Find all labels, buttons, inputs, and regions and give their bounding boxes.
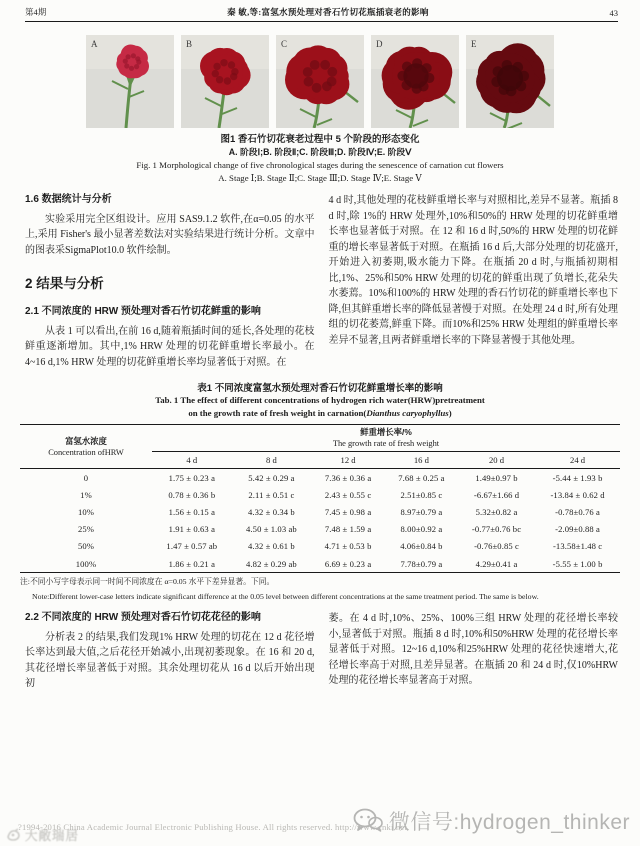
table1-value-cell: 7.48 ± 1.59 a [324,524,372,535]
table1-block [20,380,620,602]
table1-concentration-cell: 0 [83,472,89,483]
section-2-heading: 2 结果与分析 [25,276,104,291]
table1-note-cn: 注:不同小写字母表示同一时间不同浓度在 α=0.05 水平下差异显著。下同。 [20,577,275,587]
table1-col-header-24d: 24 d [535,452,620,469]
table1-value-cell: 1.91 ± 0.63 a [168,524,215,535]
left-column-bottom [25,611,315,692]
table1-title-cn: 表1 不同浓度富氢水预处理对香石竹切花鲜重增长率的影响 [197,383,443,394]
table1-value-cell: -5.55 ± 1.00 b [552,558,603,569]
table1-value-cell: 1.86 ± 0.21 a [168,558,215,569]
table1-value-cell: 7.78±0.79 a [400,558,443,569]
table1-col-header-12d: 12 d [311,452,385,469]
table1-value-cell: 4.29±0.41 a [475,558,518,569]
section-2-2-heading: 2.2 不同浓度的 HRW 预处理对香石竹切花花径的影响 [25,612,261,624]
right-column-bottom [329,611,619,692]
wechat-icon [353,808,383,834]
table1-value-cell: 5.32±0.82 a [475,506,518,517]
svg-text:C: C [281,39,288,49]
corner-watermark-text: 大敞瑞居 [25,829,80,843]
table1-value-cell: 4.32 ± 0.61 b [247,541,295,552]
carnation-image-B [181,35,269,128]
carnation-image-D [371,35,459,128]
left-column-top [25,193,315,370]
figure1-caption-en: Fig. 1 Morphological change of five chronological stages during the senescence of carnation cut flowers [136,160,504,170]
table1-title-en-line2 [20,407,620,420]
carnation-image-E [466,35,554,128]
table1-title-en-pre: on the growth rate of fresh weight in carnation( [188,407,367,418]
table1-value-cell: 4.82 ± 0.29 ab [246,558,297,569]
figure1-caption-cn: 图1 香石竹切花衰老过程中 5 个阶段的形态变化 [220,134,420,145]
table1-title-en-line1: Tab. 1 The effect of different concentrations of hydrogen rich water(HRW)pretreatment [155,395,485,405]
table1-value-cell: 5.42 ± 0.29 a [248,472,295,483]
corner-watermark-logo-icon [6,827,22,843]
table1-value-cell: -6.67±1.66 d [473,489,520,500]
table1-col-header-4d: 4 d [152,452,232,469]
table1-value-cell: 7.68 ± 0.25 a [398,472,445,483]
table1-species-name: Dianthus caryophyllus [366,407,449,418]
table1-group-header-en: The growth rate of fresh weight [332,439,440,448]
table1-value-cell: 8.00±0.92 a [400,524,443,535]
table1-col-header-8d: 8 d [232,452,312,469]
table1-value-cell: 4.71 ± 0.53 b [324,541,372,552]
results-columns-top [25,193,618,370]
table1-title-en-post: ) [448,407,452,418]
svg-text:E: E [471,39,477,49]
table1 [20,424,620,573]
header-running-title: 秦 敏,等:富氢水预处理对香石竹切花瓶插衰老的影响 [227,7,429,17]
table1-value-cell: 8.97±0.79 a [400,506,443,517]
figure1-caption-en-stages: A. Stage Ⅰ;B. Stage Ⅱ;C. Stage Ⅲ;D. Stage Ⅳ;E. Stage Ⅴ [218,173,422,183]
table1-concentration-cell: 10% [77,506,95,517]
table1-value-cell: 1.47 ± 0.57 ab [166,541,218,552]
table1-col-header-16d: 16 d [385,452,458,469]
svg-text:D: D [376,39,383,49]
page-header [25,6,618,22]
cnki-copyright-line: ?1994-2016 China Academic Journal Electronic Publishing House. All rights reserved. http://www.cnki.net [18,822,408,832]
table1-group-header [152,425,620,452]
svg-text:A: A [91,39,98,49]
wechat-account-label: 微信号:hydrogen_thinker [388,811,630,834]
figure1-caption-cn-stages: A. 阶段Ⅰ;B. 阶段Ⅱ;C. 阶段Ⅲ;D. 阶段Ⅳ;E. 阶段Ⅴ [228,147,412,157]
table1-value-cell: 7.36 ± 0.36 a [324,472,372,483]
figure1-photo-stage-E [466,35,554,128]
section-2-1-paragraph-right: 4 d 时,其他处理的花枝鲜重增长率与对照相比,差异不显著。瓶插 8 d 时,除 1%的 HRW 处理外,10%和50%的 HRW 处理的切花鲜重增长率也显著低于对照。在 12 和 16 d 时,50%的 HRW 处理的切花鲜重的增长率显著低于对照。在瓶插 16 d 后,大部分处理的切花盛开,开始进入初萎期,吸水能力下降。在瓶插 20 d 时,与瓶插初期相比,1%、25%和50% HRW 处理的切花的鲜重出现了负增长,花朵失水萎蔫。10%和100%的 HRW 处理的香石竹切花的鲜重增长率也下降,但其鲜重增长率的降低显著慢于对照。在处理 24 d 时,所有处理组的切花萎蔫,鲜重下降。而10%和25% HRW 处理组的鲜重增长率差异不显著,且两者鲜重增长率的下降显著慢于其他处理。 [328,195,618,346]
table1-row-100pct [20,555,620,573]
right-column-top [329,193,619,370]
table1-concentration-cell: 100% [75,558,97,569]
table1-note-en: Note:Different lower-case letters indicate significant difference at the 0.05 level between different concentrations at the same treatment period. The same is below. [32,591,539,601]
section-1-6-heading: 1.6 数据统计与分析 [25,194,112,205]
table1-value-cell: -0.77±0.76 bc [471,524,522,535]
table1-value-cell: 1.75 ± 0.23 a [168,472,215,483]
section-2-1-paragraph-left: 从表 1 可以看出,在前 16 d,随着瓶插时间的延长,各处理的花枝鲜重逐渐增加。其中,1% HRW 处理的切花鲜重增长率最小。在 4~16 d,1% HRW 处理的切花鲜重增长率均显著低于对照。在 [25,325,315,368]
table1-value-cell: 4.06±0.84 b [400,541,443,552]
table1-row-50pct [20,538,620,555]
corner-watermark [6,826,79,844]
table1-value-cell: 4.50 ± 1.03 ab [246,524,297,535]
table1-col-header-20d: 20 d [458,452,535,469]
table1-value-cell: 2.43 ± 0.55 c [324,489,372,500]
results-columns-bottom [25,611,618,692]
section-2-1-heading: 2.1 不同浓度的 HRW 预处理对香石竹切花鲜重的影响 [25,306,261,317]
table1-rowheader-cn: 富氢水浓度 [65,435,107,446]
table1-value-cell: 2.51±0.85 c [400,489,443,500]
table1-value-cell: -5.44 ± 1.93 b [552,472,603,483]
section-2-2-paragraph-left: 分析表 2 的结果,我们发现1% HRW 处理的切花在 12 d 花径增长率达到最大值,之后花径开始减小,出现初萎现象。在 16 和 20 d,其花径增长率显著低于对照。其余处理切花从 16 d 以后开始出现初 [25,631,315,690]
table1-value-cell: 0.78 ± 0.36 b [168,489,216,500]
table1-value-cell: 6.69 ± 0.23 a [324,558,372,569]
table1-value-cell: 1.49±0.97 b [475,472,518,483]
table1-value-cell: -13.58±1.48 c [552,541,603,552]
table1-value-cell: -0.78±0.76 a [555,506,600,517]
table1-row-10pct [20,503,620,520]
carnation-image-A [86,35,174,128]
wechat-watermark [353,806,630,836]
section-1-6-paragraph: 实验采用完全区组设计。应用 SAS9.1.2 软件,在α=0.05 的水平上,采用 Fisher's 最小显著差数法对实验结果进行统计分析。文章中的图表采SigmaPlot10.0 软件绘制。 [25,213,315,256]
figure1-photo-stage-A [86,35,174,128]
table1-value-cell: 2.11 ± 0.51 c [248,489,295,500]
table1-value-cell: 7.45 ± 0.98 a [324,506,372,517]
svg-text:B: B [186,39,193,49]
table1-concentration-cell: 50% [77,541,95,552]
table1-row-25pct [20,521,620,538]
figure1-photo-stage-D [371,35,459,128]
table1-value-cell: -2.09±0.88 a [555,524,600,535]
figure1-photo-stage-C [276,35,364,128]
table1-value-cell: -13.84 ± 0.62 d [550,489,605,500]
header-page-number: 43 [609,8,618,18]
table1-row-0 [20,469,620,487]
figure1-caption [0,133,640,185]
table1-value-cell: -0.76±0.85 c [474,541,519,552]
figure1-photo-strip [0,35,640,128]
carnation-image-C [276,35,364,128]
table1-value-cell: 1.56 ± 0.15 a [168,506,215,517]
header-issue: 第4期 [25,7,47,17]
table1-group-header-cn: 鲜重增长率/% [360,427,412,437]
table1-rowheader-en: Concentration ofHRW [48,447,124,457]
table1-concentration-cell: 25% [77,524,95,535]
table1-concentration-cell: 1% [80,489,92,500]
section-2-2-paragraph-right: 萎。在 4 d 时,10%、25%、100%三组 HRW 处理的花径增长率较小,显著低于对照。瓶插 8 d 时,10%和50%HRW 处理的花径增长率显著低于对照。12~16 d,10%和25%HRW 处理的花径快速增大,花径增长率高于对照,且差异显著。在瓶插 20 和 24 d 时,仅10%HRW 处理的花径增长率显著高于对照。 [328,613,618,687]
table1-value-cell: 4.32 ± 0.34 b [247,506,295,517]
table1-row-1pct [20,486,620,503]
table1-rowheader [20,425,152,469]
figure1-photo-stage-B [181,35,269,128]
